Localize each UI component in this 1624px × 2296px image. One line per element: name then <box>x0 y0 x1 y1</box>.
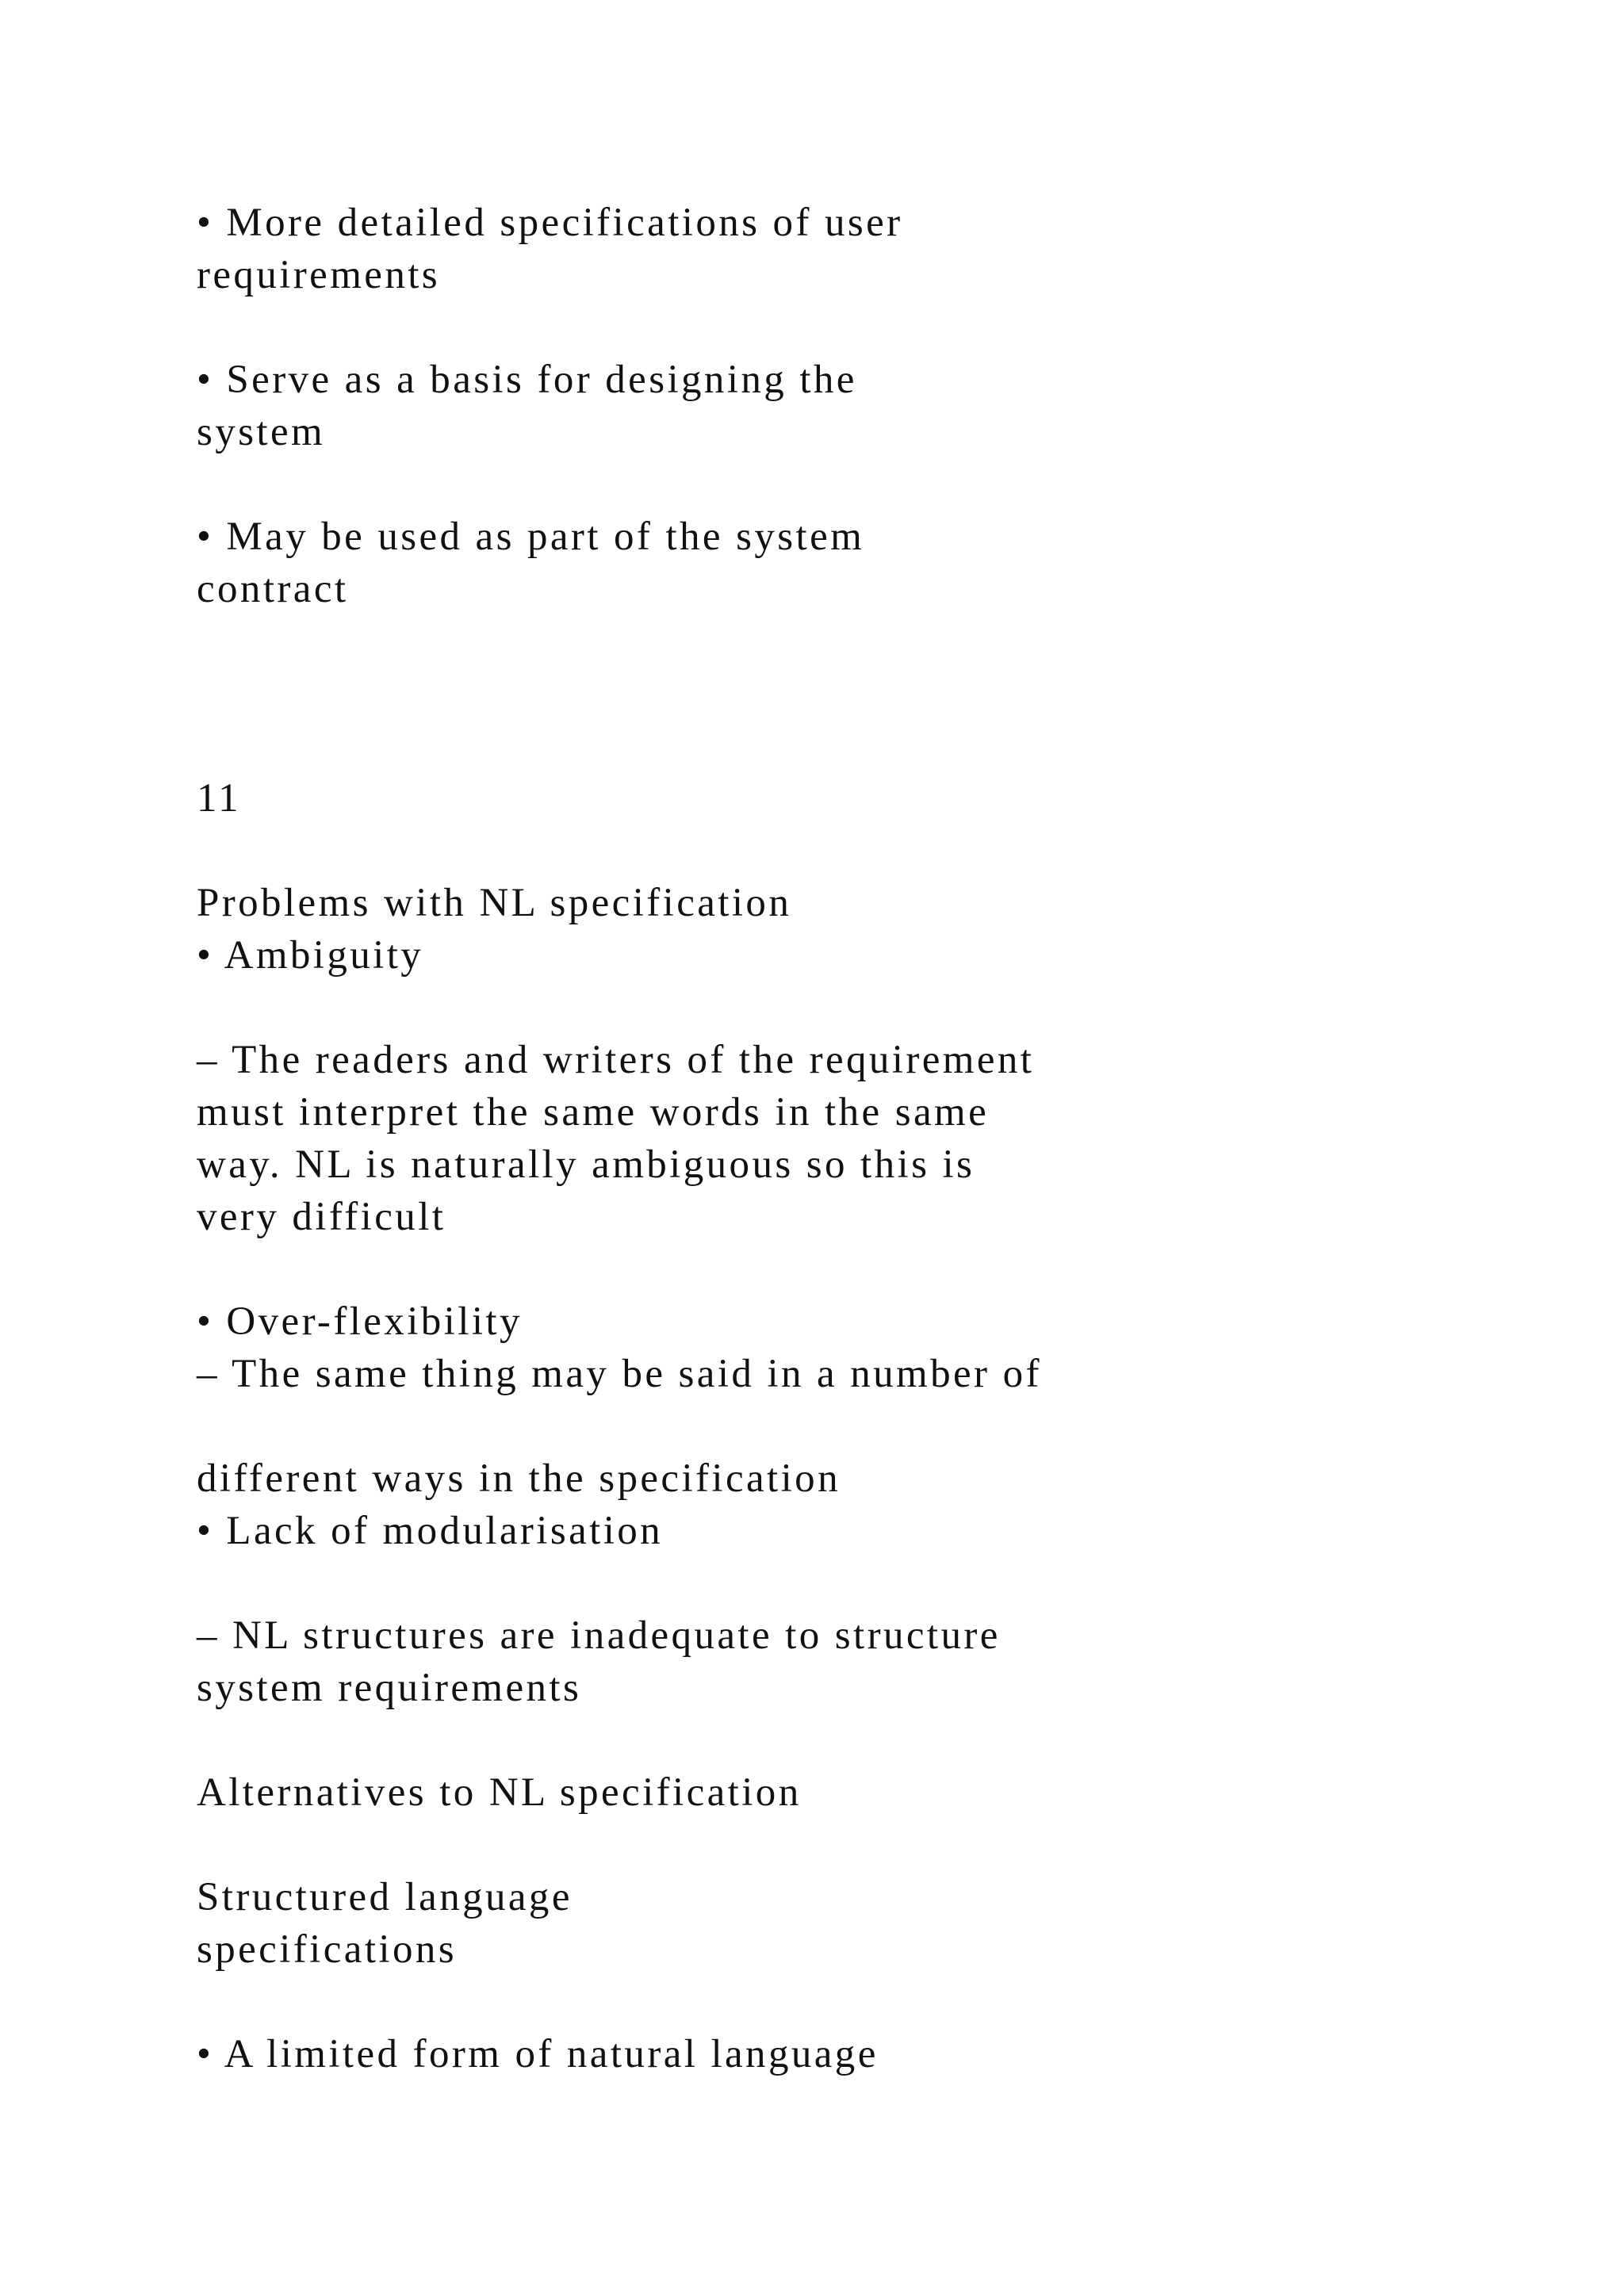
bullet-detailed-specifications: • More detailed specifications of user <box>197 201 903 245</box>
dash-readers-writers: – The readers and writers of the requirement <box>197 1038 1035 1082</box>
bullet-system-contract-cont: contract <box>197 567 349 611</box>
dash-same-thing-cont: different ways in the specification <box>197 1456 841 1501</box>
slide-number: 11 <box>197 776 241 821</box>
heading-alternatives-nl: Alternatives to NL specification <box>197 1770 802 1815</box>
dash-nl-structures: – NL structures are inadequate to structure <box>197 1613 1001 1658</box>
dash-nl-structures-cont: system requirements <box>197 1666 582 1710</box>
bullet-detailed-specifications-cont: requirements <box>197 253 441 297</box>
bullet-over-flexibility: • Over-flexibility <box>197 1299 523 1344</box>
dash-readers-writers-cont-1: must interpret the same words in the same <box>197 1090 990 1135</box>
dash-readers-writers-cont-2: way. NL is naturally ambiguous so this is <box>197 1142 975 1187</box>
bullet-limited-form: • A limited form of natural language <box>197 2032 879 2076</box>
bullet-basis-for-design: • Serve as a basis for designing the <box>197 358 857 402</box>
bullet-basis-for-design-cont: system <box>197 410 326 454</box>
bullet-ambiguity: • Ambiguity <box>197 933 424 978</box>
bullet-system-contract: • May be used as part of the system <box>197 515 865 559</box>
dash-readers-writers-cont-3: very difficult <box>197 1195 446 1239</box>
dash-same-thing: – The same thing may be said in a number of <box>197 1352 1042 1396</box>
heading-structured-language-cont: specifications <box>197 1927 458 1972</box>
heading-structured-language: Structured language <box>197 1875 573 1919</box>
bullet-lack-modularisation: • Lack of modularisation <box>197 1509 664 1553</box>
heading-problems-nl: Problems with NL specification <box>197 881 792 925</box>
